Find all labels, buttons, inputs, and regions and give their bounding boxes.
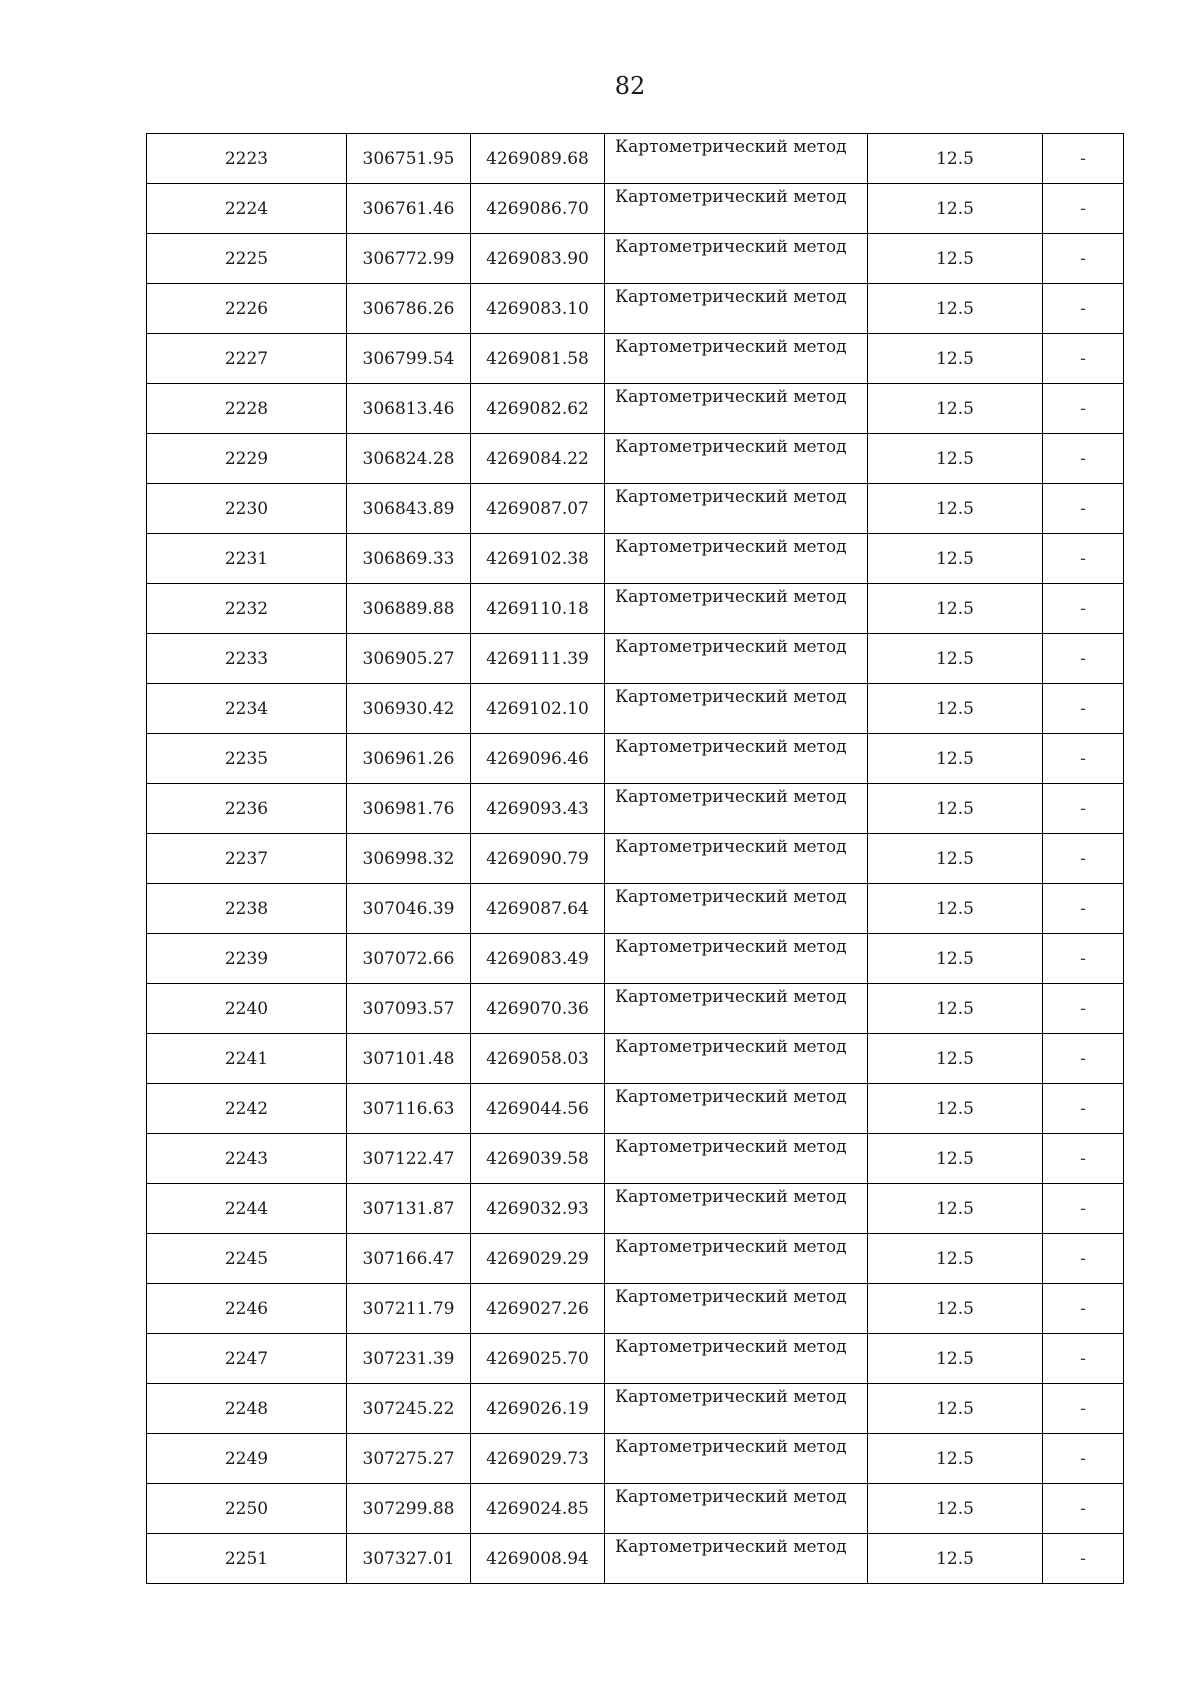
point-number-cell: 2223 <box>147 134 347 184</box>
point-number-cell: 2241 <box>147 1034 347 1084</box>
x-coordinate-cell: 306786.26 <box>347 284 471 334</box>
note-cell: - <box>1043 384 1124 434</box>
y-coordinate-cell: 4269082.62 <box>471 384 605 434</box>
point-number-cell: 2247 <box>147 1334 347 1384</box>
point-number-cell: 2230 <box>147 484 347 534</box>
accuracy-cell: 12.5 <box>868 684 1043 734</box>
accuracy-cell: 12.5 <box>868 384 1043 434</box>
note-cell: - <box>1043 534 1124 584</box>
accuracy-cell: 12.5 <box>868 734 1043 784</box>
table-row <box>147 584 1124 634</box>
method-cell: Картометрический метод <box>605 334 868 384</box>
method-cell: Картометрический метод <box>605 1184 868 1234</box>
method-cell: Картометрический метод <box>605 134 868 184</box>
table-row <box>147 234 1124 284</box>
y-coordinate-cell: 4269032.93 <box>471 1184 605 1234</box>
y-coordinate-cell: 4269029.73 <box>471 1434 605 1484</box>
y-coordinate-cell: 4269111.39 <box>471 634 605 684</box>
point-number-cell: 2240 <box>147 984 347 1034</box>
method-cell: Картометрический метод <box>605 834 868 884</box>
coordinates-table <box>146 133 1124 1584</box>
note-cell: - <box>1043 684 1124 734</box>
y-coordinate-cell: 4269025.70 <box>471 1334 605 1384</box>
accuracy-cell: 12.5 <box>868 984 1043 1034</box>
method-cell: Картометрический метод <box>605 184 868 234</box>
y-coordinate-cell: 4269102.38 <box>471 534 605 584</box>
method-cell: Картометрический метод <box>605 234 868 284</box>
x-coordinate-cell: 306905.27 <box>347 634 471 684</box>
point-number-cell: 2226 <box>147 284 347 334</box>
point-number-cell: 2243 <box>147 1134 347 1184</box>
table-row <box>147 934 1124 984</box>
table-row <box>147 1034 1124 1084</box>
method-cell: Картометрический метод <box>605 1084 868 1134</box>
method-cell: Картометрический метод <box>605 1234 868 1284</box>
x-coordinate-cell: 307093.57 <box>347 984 471 1034</box>
method-cell: Картометрический метод <box>605 484 868 534</box>
note-cell: - <box>1043 784 1124 834</box>
table-row <box>147 384 1124 434</box>
x-coordinate-cell: 306869.33 <box>347 534 471 584</box>
table-row <box>147 434 1124 484</box>
accuracy-cell: 12.5 <box>868 1534 1043 1584</box>
method-cell: Картометрический метод <box>605 884 868 934</box>
y-coordinate-cell: 4269044.56 <box>471 1084 605 1134</box>
method-cell: Картометрический метод <box>605 734 868 784</box>
table-body <box>147 134 1124 1584</box>
method-cell: Картометрический метод <box>605 584 868 634</box>
x-coordinate-cell: 307122.47 <box>347 1134 471 1184</box>
x-coordinate-cell: 306930.42 <box>347 684 471 734</box>
x-coordinate-cell: 306751.95 <box>347 134 471 184</box>
table-row <box>147 1334 1124 1384</box>
table-row <box>147 684 1124 734</box>
x-coordinate-cell: 306824.28 <box>347 434 471 484</box>
method-cell: Картометрический метод <box>605 1284 868 1334</box>
point-number-cell: 2242 <box>147 1084 347 1134</box>
y-coordinate-cell: 4269039.58 <box>471 1134 605 1184</box>
note-cell: - <box>1043 834 1124 884</box>
accuracy-cell: 12.5 <box>868 834 1043 884</box>
point-number-cell: 2234 <box>147 684 347 734</box>
accuracy-cell: 12.5 <box>868 334 1043 384</box>
accuracy-cell: 12.5 <box>868 1184 1043 1234</box>
y-coordinate-cell: 4269027.26 <box>471 1284 605 1334</box>
y-coordinate-cell: 4269083.90 <box>471 234 605 284</box>
table-row <box>147 534 1124 584</box>
table-row <box>147 1084 1124 1134</box>
accuracy-cell: 12.5 <box>868 1334 1043 1384</box>
point-number-cell: 2227 <box>147 334 347 384</box>
x-coordinate-cell: 306998.32 <box>347 834 471 884</box>
y-coordinate-cell: 4269070.36 <box>471 984 605 1034</box>
point-number-cell: 2246 <box>147 1284 347 1334</box>
method-cell: Картометрический метод <box>605 984 868 1034</box>
note-cell: - <box>1043 1134 1124 1184</box>
note-cell: - <box>1043 1484 1124 1534</box>
y-coordinate-cell: 4269090.79 <box>471 834 605 884</box>
table-row <box>147 1184 1124 1234</box>
note-cell: - <box>1043 1084 1124 1134</box>
method-cell: Картометрический метод <box>605 434 868 484</box>
method-cell: Картометрический метод <box>605 534 868 584</box>
y-coordinate-cell: 4269096.46 <box>471 734 605 784</box>
accuracy-cell: 12.5 <box>868 1084 1043 1134</box>
point-number-cell: 2251 <box>147 1534 347 1584</box>
x-coordinate-cell: 307245.22 <box>347 1384 471 1434</box>
x-coordinate-cell: 306961.26 <box>347 734 471 784</box>
y-coordinate-cell: 4269083.49 <box>471 934 605 984</box>
method-cell: Картометрический метод <box>605 934 868 984</box>
x-coordinate-cell: 307166.47 <box>347 1234 471 1284</box>
x-coordinate-cell: 306772.99 <box>347 234 471 284</box>
point-number-cell: 2233 <box>147 634 347 684</box>
method-cell: Картометрический метод <box>605 1134 868 1184</box>
note-cell: - <box>1043 634 1124 684</box>
y-coordinate-cell: 4269026.19 <box>471 1384 605 1434</box>
table-row <box>147 484 1124 534</box>
note-cell: - <box>1043 984 1124 1034</box>
table-row <box>147 1434 1124 1484</box>
x-coordinate-cell: 307211.79 <box>347 1284 471 1334</box>
accuracy-cell: 12.5 <box>868 584 1043 634</box>
method-cell: Картометрический метод <box>605 284 868 334</box>
table-row <box>147 1534 1124 1584</box>
note-cell: - <box>1043 584 1124 634</box>
method-cell: Картометрический метод <box>605 784 868 834</box>
accuracy-cell: 12.5 <box>868 934 1043 984</box>
table-row <box>147 184 1124 234</box>
method-cell: Картометрический метод <box>605 684 868 734</box>
table-row <box>147 784 1124 834</box>
table-row <box>147 1234 1124 1284</box>
accuracy-cell: 12.5 <box>868 1234 1043 1284</box>
y-coordinate-cell: 4269086.70 <box>471 184 605 234</box>
accuracy-cell: 12.5 <box>868 184 1043 234</box>
note-cell: - <box>1043 334 1124 384</box>
accuracy-cell: 12.5 <box>868 1034 1043 1084</box>
point-number-cell: 2239 <box>147 934 347 984</box>
accuracy-cell: 12.5 <box>868 634 1043 684</box>
method-cell: Картометрический метод <box>605 1034 868 1084</box>
table-row <box>147 834 1124 884</box>
y-coordinate-cell: 4269083.10 <box>471 284 605 334</box>
table-row <box>147 734 1124 784</box>
y-coordinate-cell: 4269024.85 <box>471 1484 605 1534</box>
table-row <box>147 1384 1124 1434</box>
note-cell: - <box>1043 1534 1124 1584</box>
table-row <box>147 1134 1124 1184</box>
point-number-cell: 2228 <box>147 384 347 434</box>
accuracy-cell: 12.5 <box>868 884 1043 934</box>
table-row <box>147 1484 1124 1534</box>
x-coordinate-cell: 307046.39 <box>347 884 471 934</box>
x-coordinate-cell: 306981.76 <box>347 784 471 834</box>
point-number-cell: 2248 <box>147 1384 347 1434</box>
table-row <box>147 284 1124 334</box>
point-number-cell: 2250 <box>147 1484 347 1534</box>
table-row <box>147 1284 1124 1334</box>
note-cell: - <box>1043 1284 1124 1334</box>
method-cell: Картометрический метод <box>605 1534 868 1584</box>
method-cell: Картометрический метод <box>605 384 868 434</box>
x-coordinate-cell: 307231.39 <box>347 1334 471 1384</box>
x-coordinate-cell: 306889.88 <box>347 584 471 634</box>
method-cell: Картометрический метод <box>605 1384 868 1434</box>
accuracy-cell: 12.5 <box>868 1434 1043 1484</box>
x-coordinate-cell: 306813.46 <box>347 384 471 434</box>
point-number-cell: 2237 <box>147 834 347 884</box>
point-number-cell: 2244 <box>147 1184 347 1234</box>
method-cell: Картометрический метод <box>605 634 868 684</box>
table-row <box>147 984 1124 1034</box>
method-cell: Картометрический метод <box>605 1484 868 1534</box>
note-cell: - <box>1043 884 1124 934</box>
point-number-cell: 2249 <box>147 1434 347 1484</box>
y-coordinate-cell: 4269058.03 <box>471 1034 605 1084</box>
x-coordinate-cell: 307072.66 <box>347 934 471 984</box>
page-number: 82 <box>614 72 646 100</box>
method-cell: Картометрический метод <box>605 1434 868 1484</box>
y-coordinate-cell: 4269081.58 <box>471 334 605 384</box>
note-cell: - <box>1043 234 1124 284</box>
point-number-cell: 2224 <box>147 184 347 234</box>
x-coordinate-cell: 307299.88 <box>347 1484 471 1534</box>
accuracy-cell: 12.5 <box>868 234 1043 284</box>
note-cell: - <box>1043 1184 1124 1234</box>
accuracy-cell: 12.5 <box>868 784 1043 834</box>
note-cell: - <box>1043 934 1124 984</box>
x-coordinate-cell: 306761.46 <box>347 184 471 234</box>
note-cell: - <box>1043 734 1124 784</box>
y-coordinate-cell: 4269029.29 <box>471 1234 605 1284</box>
accuracy-cell: 12.5 <box>868 1134 1043 1184</box>
y-coordinate-cell: 4269110.18 <box>471 584 605 634</box>
x-coordinate-cell: 306843.89 <box>347 484 471 534</box>
accuracy-cell: 12.5 <box>868 434 1043 484</box>
x-coordinate-cell: 307116.63 <box>347 1084 471 1134</box>
accuracy-cell: 12.5 <box>868 484 1043 534</box>
y-coordinate-cell: 4269102.10 <box>471 684 605 734</box>
table-row <box>147 884 1124 934</box>
y-coordinate-cell: 4269093.43 <box>471 784 605 834</box>
note-cell: - <box>1043 434 1124 484</box>
point-number-cell: 2245 <box>147 1234 347 1284</box>
accuracy-cell: 12.5 <box>868 1284 1043 1334</box>
point-number-cell: 2225 <box>147 234 347 284</box>
note-cell: - <box>1043 1034 1124 1084</box>
accuracy-cell: 12.5 <box>868 1384 1043 1434</box>
accuracy-cell: 12.5 <box>868 1484 1043 1534</box>
x-coordinate-cell: 306799.54 <box>347 334 471 384</box>
y-coordinate-cell: 4269084.22 <box>471 434 605 484</box>
table-row <box>147 634 1124 684</box>
x-coordinate-cell: 307131.87 <box>347 1184 471 1234</box>
point-number-cell: 2238 <box>147 884 347 934</box>
table-row <box>147 134 1124 184</box>
table-row <box>147 334 1124 384</box>
note-cell: - <box>1043 134 1124 184</box>
note-cell: - <box>1043 1434 1124 1484</box>
y-coordinate-cell: 4269087.64 <box>471 884 605 934</box>
note-cell: - <box>1043 1384 1124 1434</box>
x-coordinate-cell: 307101.48 <box>347 1034 471 1084</box>
point-number-cell: 2236 <box>147 784 347 834</box>
method-cell: Картометрический метод <box>605 1334 868 1384</box>
point-number-cell: 2231 <box>147 534 347 584</box>
note-cell: - <box>1043 184 1124 234</box>
x-coordinate-cell: 307275.27 <box>347 1434 471 1484</box>
note-cell: - <box>1043 484 1124 534</box>
point-number-cell: 2235 <box>147 734 347 784</box>
accuracy-cell: 12.5 <box>868 284 1043 334</box>
point-number-cell: 2229 <box>147 434 347 484</box>
point-number-cell: 2232 <box>147 584 347 634</box>
note-cell: - <box>1043 1234 1124 1284</box>
accuracy-cell: 12.5 <box>868 134 1043 184</box>
y-coordinate-cell: 4269087.07 <box>471 484 605 534</box>
y-coordinate-cell: 4269008.94 <box>471 1534 605 1584</box>
y-coordinate-cell: 4269089.68 <box>471 134 605 184</box>
note-cell: - <box>1043 284 1124 334</box>
accuracy-cell: 12.5 <box>868 534 1043 584</box>
x-coordinate-cell: 307327.01 <box>347 1534 471 1584</box>
note-cell: - <box>1043 1334 1124 1384</box>
